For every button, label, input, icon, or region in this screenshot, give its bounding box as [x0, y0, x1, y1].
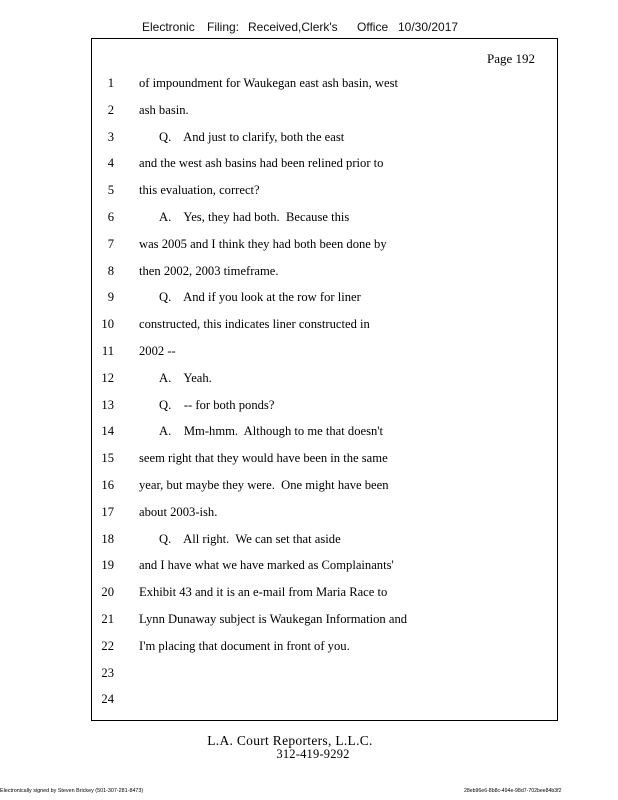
line-number: 5 — [107, 183, 114, 198]
transcript-line — [92, 237, 557, 257]
transcript-page — [91, 38, 558, 721]
transcript-line — [92, 558, 557, 578]
line-number: 23 — [101, 665, 114, 680]
header-filing: Filing: — [207, 20, 240, 34]
transcript-line — [92, 290, 557, 310]
court-reporter-phone: 312-419-9292 — [276, 747, 350, 761]
line-text: about 2003-ish. — [139, 504, 218, 519]
line-number: 11 — [101, 344, 114, 358]
line-number: 18 — [101, 531, 114, 546]
line-text: and I have what we have marked as Complainants' — [139, 558, 394, 573]
line-text: seem right that they would have been in the same — [139, 451, 388, 466]
line-text: and the west ash basins had been relined prior to — [139, 156, 384, 171]
line-text: I'm placing that document in front of you. — [139, 638, 350, 653]
line-number: 19 — [101, 558, 114, 573]
transcript-line — [92, 210, 557, 230]
line-text: then 2002, 2003 timeframe. — [139, 263, 279, 278]
transcript-line — [92, 639, 557, 659]
line-number: 6 — [107, 210, 114, 224]
transcript-line — [92, 130, 557, 150]
transcript-line — [92, 451, 557, 471]
line-text: Q. All right. We can set that aside — [159, 531, 341, 546]
line-text: A. Yeah. — [159, 370, 212, 385]
line-text: Lynn Dunaway subject is Waukegan Information and — [139, 612, 408, 626]
line-number: 17 — [101, 504, 114, 519]
transcript-line — [92, 344, 557, 364]
page-number: Page 192 — [486, 51, 535, 66]
transcript-line — [92, 585, 557, 605]
line-number: 3 — [107, 129, 114, 144]
line-number: 10 — [101, 317, 114, 332]
line-number: 9 — [107, 290, 114, 305]
line-text: Q. -- for both ponds? — [159, 397, 275, 412]
line-number: 7 — [107, 236, 114, 251]
line-number: 13 — [101, 397, 114, 412]
transcript-line — [92, 76, 557, 96]
transcript-line — [92, 505, 557, 525]
electronic-signature: Electronically signed by Steven Brickey (501-307-281-8473) — [0, 788, 144, 794]
line-text: Exhibit 43 and it is an e-mail from Maria Race to — [139, 585, 388, 600]
line-text: A. Mm-hmm. Although to me that doesn't — [159, 424, 384, 439]
line-text: constructed, this indicates liner constructed in — [139, 317, 370, 332]
line-number: 16 — [101, 478, 114, 492]
court-reporter-name: L.A. Court Reporters, L.L.C. — [207, 733, 373, 748]
transcript-line — [92, 264, 557, 284]
line-text: 2002 -- — [139, 344, 176, 358]
line-text: year, but maybe they were. One might have been — [139, 478, 389, 492]
transcript-line — [92, 478, 557, 498]
line-number: 14 — [101, 424, 114, 439]
line-text: Q. And just to clarify, both the east — [159, 129, 345, 144]
transcript-line — [92, 371, 557, 391]
document-hash: 28eb96e6-8b8c-494e-98d7-702bee84b3f2 — [464, 788, 562, 794]
transcript-line — [92, 532, 557, 552]
filing-header — [0, 20, 618, 38]
transcript-line — [92, 692, 557, 712]
transcript-line — [92, 183, 557, 203]
line-text: this evaluation, correct? — [139, 183, 260, 198]
line-text: A. Yes, they had both. Because this — [159, 210, 350, 224]
header-date: 10/30/2017 — [398, 20, 459, 34]
line-text: was 2005 and I think they had both been done by — [139, 236, 387, 251]
line-number: 24 — [101, 692, 114, 707]
line-text: ash basin. — [139, 102, 189, 117]
header-office: Office — [357, 20, 389, 34]
line-number: 2 — [107, 102, 114, 117]
line-number: 8 — [107, 263, 114, 278]
line-number: 20 — [101, 585, 114, 600]
header-received: Received,Clerk's — [248, 20, 338, 34]
line-number: 22 — [101, 638, 114, 653]
line-number: 15 — [101, 451, 114, 466]
transcript-line — [92, 666, 557, 686]
line-text: of impoundment for Waukegan east ash basin, west — [139, 76, 398, 90]
line-number: 1 — [107, 76, 114, 90]
line-number: 21 — [101, 612, 114, 626]
line-number: 4 — [107, 156, 114, 171]
transcript-line — [92, 398, 557, 418]
header-electronic: Electronic — [142, 20, 195, 34]
line-text: Q. And if you look at the row for liner — [159, 290, 361, 305]
line-number: 12 — [101, 370, 114, 385]
transcript-line — [92, 317, 557, 337]
transcript-line — [92, 103, 557, 123]
transcript-line — [92, 612, 557, 632]
transcript-line — [92, 424, 557, 444]
transcript-line — [92, 156, 557, 176]
